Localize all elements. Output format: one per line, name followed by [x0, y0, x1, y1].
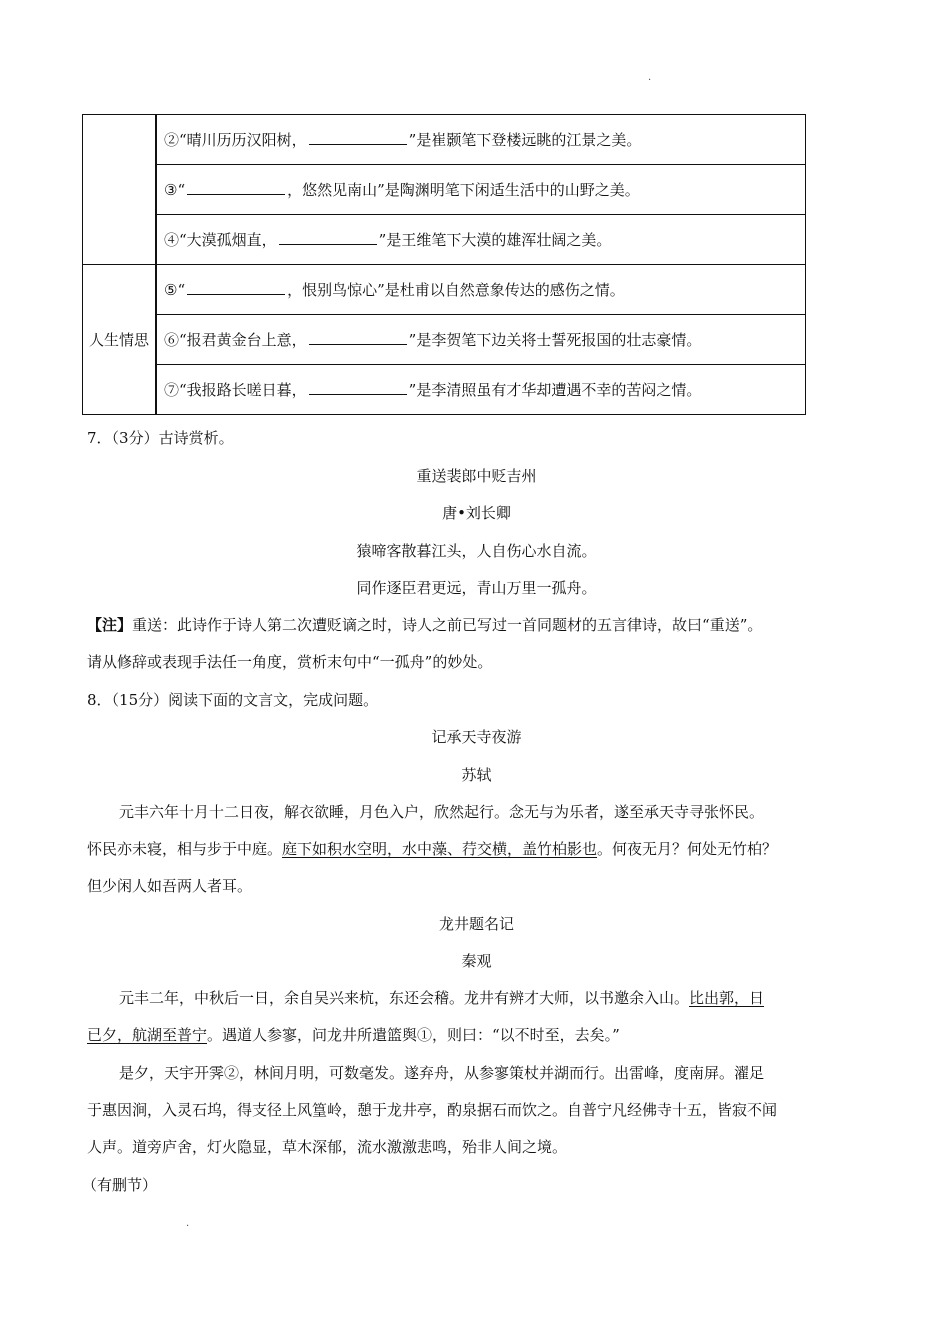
category-cell: 人生情思: [83, 265, 157, 415]
poem-line: 猿啼客散暮江头，人自伤心水自流。: [356, 542, 597, 560]
fill-in-cell: ⑥“报君黄金台上意， ”是李贺笔下边关将士誓死报国的壮志豪情。: [156, 315, 806, 365]
note-label: 【注】: [87, 616, 133, 634]
answer-blank[interactable]: [279, 229, 377, 245]
text-2-paragraph-line: 已夕，航湖至普宁。遇道人参寥，问龙井所遣篮舆①，则曰：“以不时至，去矣。”: [87, 1026, 620, 1044]
table-row: [83, 215, 806, 265]
abridged-note: （有删节）: [82, 1176, 158, 1194]
poem-author: 唐•刘长卿: [442, 504, 511, 522]
answer-blank[interactable]: [309, 329, 407, 345]
text-2-paragraph-line: 人声。道旁庐舍，灯火隐显，草木深郁，流水激激悲鸣，殆非人间之境。: [87, 1138, 568, 1156]
answer-blank[interactable]: [309, 379, 407, 395]
answer-blank[interactable]: [309, 129, 407, 145]
question-7-heading: 7．（3分）古诗赏析。: [87, 429, 234, 447]
poem-title: 重送裴郎中贬吉州: [416, 467, 537, 485]
question-8-heading: 8．（15分）阅读下面的文言文，完成问题。: [87, 691, 379, 709]
table-row: [83, 315, 806, 365]
answer-blank[interactable]: [187, 279, 285, 295]
poem-note: [87, 615, 866, 635]
table-row: [83, 115, 806, 165]
fill-in-cell: ③“ ，悠然见南山”是陶渊明笔下闲适生活中的山野之美。: [156, 165, 806, 215]
corner-mark-top: .: [648, 72, 652, 83]
fill-in-cell: ②“晴川历历汉阳树， ”是崔颢笔下登楼远眺的江景之美。: [156, 115, 806, 165]
table-row: [83, 365, 806, 415]
underlined-sentence: 比出郭，日: [689, 989, 765, 1007]
poem-line: 同作逐臣君更远，青山万里一孤舟。: [356, 579, 597, 597]
text-2-author: 秦观: [461, 952, 492, 970]
fill-in-cell: ⑤“ ，恨别鸟惊心”是杜甫以自然意象传达的感伤之情。: [156, 265, 806, 315]
text-1-author: 苏轼: [461, 766, 492, 784]
text-2-paragraph-line: 于惠因涧，入灵石坞，得支径上风篁岭，憩于龙井亭，酌泉据石而饮之。自普宁凡经佛寺十五，皆寂不闻: [87, 1101, 778, 1119]
question-7-prompt: 请从修辞或表现手法任一角度，赏析末句中“一孤舟”的妙处。: [87, 653, 493, 671]
text-1-paragraph-line: 怀民亦未寝，相与步于中庭。庭下如积水空明，水中藻、荇交横，盖竹柏影也。何夜无月？何处无竹柏？: [87, 840, 778, 858]
text-1-paragraph-line: 元丰六年十月十二日夜，解衣欲睡，月色入户，欣然起行。念无与为乐者，遂至承天寺寻张怀民。: [119, 803, 765, 821]
category-cell: [83, 115, 157, 265]
answer-blank[interactable]: [187, 179, 285, 195]
table-row: [83, 165, 806, 215]
fill-in-cell: ④“大漠孤烟直， ”是王维笔下大漠的雄浑壮阔之美。: [156, 215, 806, 265]
poetry-fill-in-table: [82, 114, 806, 415]
underlined-sentence: 庭下如积水空明，水中藻、荇交横，盖竹柏影也: [282, 840, 598, 858]
text-1-paragraph-line: 但少闲人如吾两人者耳。: [87, 877, 253, 895]
table-row: [83, 265, 806, 315]
corner-mark-bottom: .: [186, 1218, 190, 1229]
text-1-title: 记承天寺夜游: [431, 728, 522, 746]
text-2-paragraph-line: 元丰二年，中秋后一日，余自吴兴来杭，东还会稽。龙井有辨才大师，以书邀余入山。比出郭，日: [119, 989, 765, 1007]
text-2-paragraph-line: 是夕，天宇开霁②，林间月明，可数毫发。遂弃舟，从参寥策杖并湖而行。出雷峰，度南屏。濯足: [119, 1064, 765, 1082]
fill-in-cell: ⑦“我报路长嗟日暮， ”是李清照虽有才华却遭遇不幸的苦闷之情。: [156, 365, 806, 415]
underlined-sentence: 已夕，航湖至普宁: [87, 1026, 208, 1044]
note-text: 重送：此诗作于诗人第二次遭贬谪之时，诗人之前已写过一首同题材的五言律诗，故曰“重送”。: [132, 616, 763, 634]
text-2-title: 龙井题名记: [438, 915, 514, 933]
